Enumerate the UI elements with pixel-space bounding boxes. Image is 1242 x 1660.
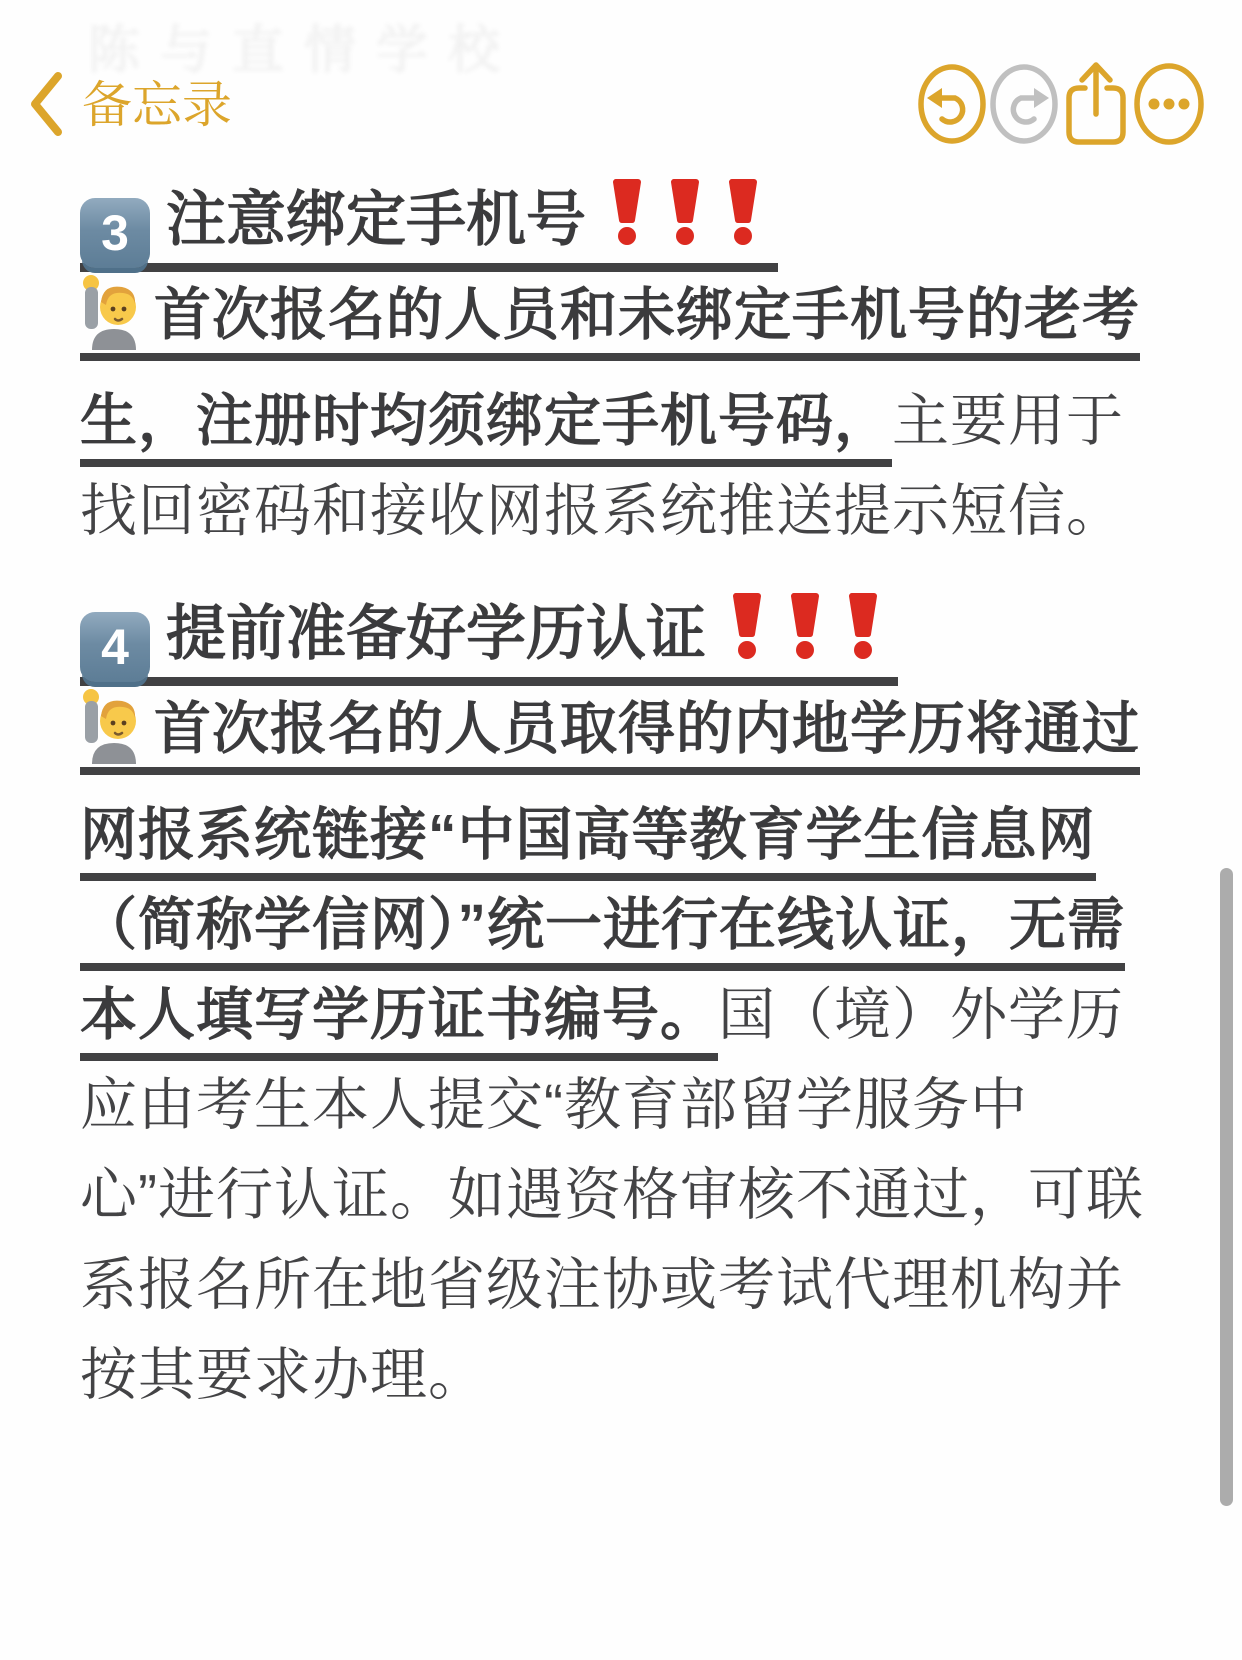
exclamation-emoji — [724, 178, 762, 270]
section-4-paragraph-plain: 国（境）外学历应由考生本人提交“教育部留学服务中心”进行认证。如遇资格审核不通过，可联系报名所在地省级注协或考试代理机构并按其要求办理。 — [80, 983, 1144, 1407]
section-4-paragraph — [80, 684, 1162, 1420]
section-3-paragraph-emphasis: 首次报名的人员和未绑定手机号的老考生，注册时均须绑定手机号码， — [80, 283, 1140, 453]
section-4-heading-text: 提前准备好学历认证 — [166, 600, 706, 667]
man-raising-hand-emoji — [80, 299, 142, 363]
exclamation-emoji — [786, 592, 824, 684]
section-3-paragraph — [80, 270, 1162, 556]
exclamation-emoji — [844, 592, 882, 684]
keycap-3-emoji: 3 — [80, 198, 150, 268]
scrollbar-thumb[interactable] — [1220, 868, 1233, 1506]
section-3-paragraph-plain: 主要用于找回密码和接收网报系统推送提示短信。 — [80, 389, 1124, 543]
ghost-text: 陈与直情学校 — [88, 22, 521, 80]
section-3-heading — [80, 176, 1162, 270]
section-4-heading — [80, 590, 1162, 684]
man-raising-hand-emoji — [80, 713, 142, 777]
back-button-label: 备忘录 — [82, 77, 232, 133]
section-4-paragraph-emphasis: 首次报名的人员取得的内地学历将通过网报系统链接“中国高等教育学生信息网（简称学信网）”统一进行在线认证，无需本人填写学历证书编号。 — [80, 697, 1140, 1047]
exclamation-emoji — [608, 178, 646, 270]
section-3-heading-text: 注意绑定手机号 — [166, 186, 586, 253]
keycap-4-emoji: 4 — [80, 612, 150, 682]
exclamation-emoji — [728, 592, 766, 684]
exclamation-emoji — [666, 178, 704, 270]
